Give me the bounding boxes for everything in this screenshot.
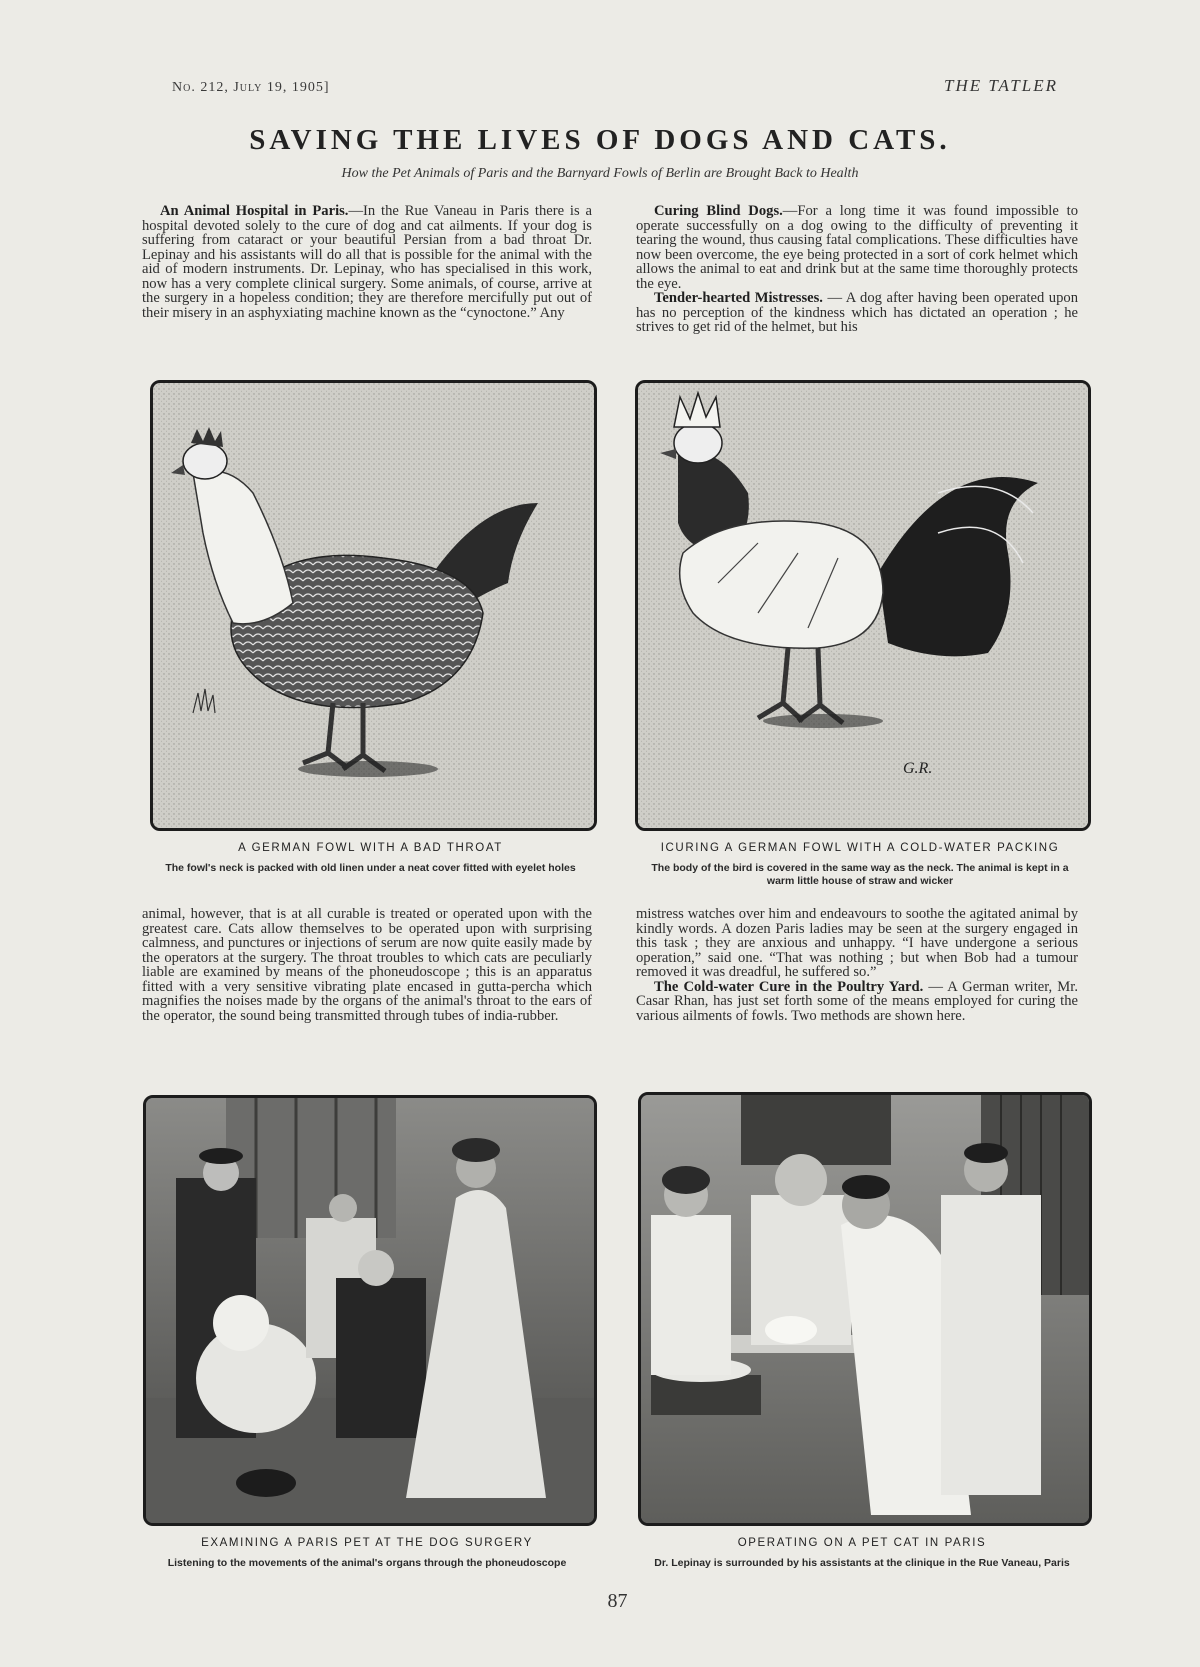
photo-dog-surgery <box>143 1095 597 1526</box>
article-subtitle: How the Pet Animals of Paris and the Barnyard Fowls of Berlin are Brought Back to Health <box>341 166 859 181</box>
figure-2-title: ICURING A GERMAN FOWL WITH A COLD-WATER PACKING <box>660 842 1060 854</box>
section-heading-animal-hospital: An Animal Hospital in Paris. <box>160 203 349 219</box>
paragraph-mistresses: — A dog after having been operated upon has no perception of the kindness which has dictated an operation ; he strives to get rid of the helmet, but his <box>636 290 1078 335</box>
text-column-3 <box>142 907 592 1023</box>
figure-2-caption: The body of the bird is covered in the same way as the neck. The animal is kept in a warm little house of straw and wicker <box>651 862 1069 887</box>
figure-3-caption: Listening to the movements of the animal's organs through the phoneudoscope <box>167 1557 567 1569</box>
figure-4-caption: Dr. Lepinay is surrounded by his assistants at the clinique in the Rue Vaneau, Paris <box>654 1557 1070 1569</box>
paragraph-animal-hospital: —In the Rue Vaneau in Paris there is a hospital devoted solely to the cure of dog and cat ailments. If your dog is suffering from cataract or your beautiful Persian from a bad throat Dr. Lepinay and his assistants will do all that is possible for the animal with the aid of modern instruments. Dr. Lepinay, who has specialised in this work, now has a very complete clinical surgery. Some animals, of course, arrive at the surgery in a hopeless condition; they are therefore mercifully put out of their misery in an asphyxiating machine known as the “cynoctone.” Any <box>142 203 592 321</box>
photo-cat-operation <box>638 1092 1092 1526</box>
text-column-2 <box>636 204 1078 335</box>
paragraph-cold-water-cure: — A German writer, Mr. Casar Rhan, has just set forth some of the means employed for curing the various ailments of fowls. Two methods are shown here. <box>636 978 1078 1024</box>
section-heading-mistresses: Tender-hearted Mistresses. <box>654 290 823 306</box>
artist-signature: G.R. <box>903 760 933 777</box>
section-heading-blind-dogs: Curing Blind Dogs. <box>654 203 783 219</box>
article-title: SAVING THE LIVES OF DOGS AND CATS. <box>249 124 951 156</box>
figure-1-title: A GERMAN FOWL WITH A BAD THROAT <box>238 842 503 854</box>
paragraph-mistress-watches: mistress watches over him and endeavours to soothe the agitated animal by kindly words. A dozen Paris ladies may be seen at the surgery engaged in this task ; they are anxious and unhappy. “I have undergone a serious operation,” said one. “That was nothing ; but when Bob had a tumour removed it was dreadful, he suffered so.” <box>636 906 1078 980</box>
figure-1-caption: The fowl's neck is packed with old linen under a neat cover fitted with eyelet holes <box>165 862 576 874</box>
text-column-1 <box>142 204 592 320</box>
illustration-fowl-cold-water <box>635 380 1091 831</box>
section-heading-cold-water-cure: The Cold-water Cure in the Poultry Yard. <box>654 978 924 995</box>
paragraph-blind-dogs: —For a long time it was found impossible to operate successfully on a dog owing to the difficulty of preventing it tearing the wound, thus causing fatal complications. These difficulties have now been overcome, the eye being protected in a sort of cork helmet which allows the animal to eat and drink but at the same time thoroughly protects the eye. <box>636 203 1078 292</box>
page-number: 87 <box>607 1590 628 1612</box>
magazine-name: THE TATLER <box>944 76 1058 95</box>
paragraph-curable-animals: animal, however, that is at all curable is treated or operated upon with the greatest care. Cats allow themselves to be operated upon with surprising calmness, and punctures or injections of serum are now quite easily made by the operators at the surgery. The throat troubles to which cats are peculiarly liable are examined by means of the phoneudoscope ; this is an apparatus fitted with a very sensitive vibrating plate encased in gutta-percha which magnifies the noises made by the organs of the animal's throat to the ears of the operator, the sound being transmitted through tubes of india-rubber. <box>142 906 592 1024</box>
figure-4-title: OPERATING ON A PET CAT IN PARIS <box>737 1537 987 1549</box>
text-column-4 <box>636 907 1078 1023</box>
illustration-fowl-bad-throat <box>150 380 597 831</box>
figure-3-title: EXAMINING A PARIS PET AT THE DOG SURGERY <box>201 1537 533 1549</box>
issue-date: No. 212, July 19, 1905] <box>172 80 330 95</box>
